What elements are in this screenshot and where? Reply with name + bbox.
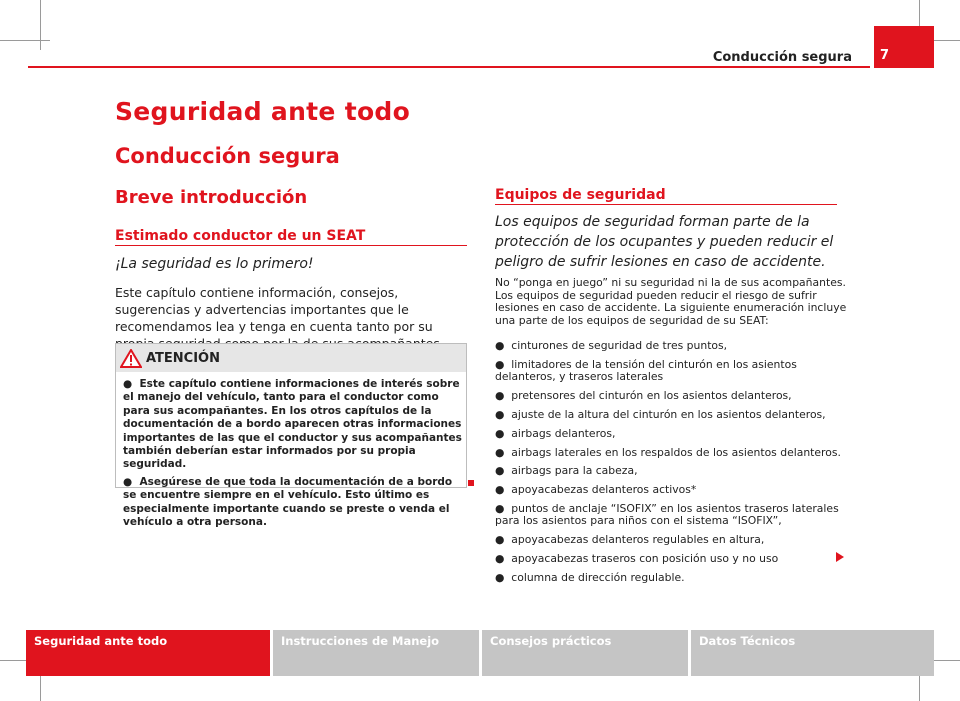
list-item (495, 465, 847, 478)
right-paragraph: No “ponga en juego” ni su seguridad ni la de sus acompañantes. Los equipos de seguridad pueden reducir el riesgo de sufrir lesiones en caso de accidente. La siguiente enumeración incluye una parte de los equipos de seguridad de su SEAT: (495, 276, 847, 327)
crop-mark (0, 40, 50, 41)
bullet-icon: ● (495, 389, 512, 403)
list-item-text: apoyacabezas traseros con posición uso y no uso (511, 552, 779, 565)
warning-list (123, 378, 463, 533)
list-item (495, 553, 847, 566)
bullet-icon: ● (123, 475, 140, 488)
bullet-icon: ● (495, 483, 512, 497)
warning-box (115, 343, 467, 529)
list-item (495, 534, 847, 547)
section-end-marker (468, 480, 474, 486)
bullet-icon: ● (495, 533, 512, 547)
crop-mark (40, 0, 41, 50)
tab-seguridad-ante-todo[interactable]: Seguridad ante todo (26, 630, 270, 676)
list-item (495, 503, 847, 528)
right-heading: Equipos de seguridad (495, 187, 666, 203)
topic-heading: Estimado conductor de un SEAT (115, 228, 366, 244)
list-item-text: puntos de anclaje “ISOFIX” en los asientos traseros laterales para los asientos para niños con el sistema “ISOFIX”, (495, 501, 839, 528)
topic-rule (115, 245, 467, 246)
bullet-icon: ● (495, 501, 512, 515)
intro-tagline: ¡La seguridad es lo primero! (115, 256, 314, 272)
bullet-icon: ● (495, 407, 512, 421)
list-item-text: pretensores del cinturón en los asientos delanteros, (511, 389, 792, 403)
bullet-icon: ● (495, 570, 512, 584)
intro-paragraph: Este capítulo contiene información, consejos, sugerencias y advertencias importantes que le recomendamos lea y tenga en cuenta tanto por su (115, 285, 433, 334)
bullet-icon: ● (495, 464, 512, 478)
warning-item (123, 476, 463, 530)
list-item-text: apoyacabezas delanteros regulables en altura, (511, 533, 765, 547)
list-item (495, 409, 847, 422)
list-item (495, 572, 847, 585)
warning-item-text: Asegúrese de que toda la documentación de a bordo se encuentre siempre en el vehículo. Esto último es especialmente importante cuando se preste o venda el vehículo a otra persona. (123, 475, 453, 529)
list-item-text: airbags para la cabeza, (511, 464, 638, 478)
bullet-icon: ● (495, 552, 512, 565)
warning-item-text: Este capítulo contiene informaciones de interés sobre el manejo del vehículo, tanto para el conductor como para sus acompañantes. En los otros capítulos de la documentación de a bordo aparecen otras informaciones importantes de las que el conductor y sus acompañantes también deberían estar informados por su propia seguridad. (123, 378, 462, 471)
list-item (495, 428, 847, 441)
warning-header (116, 344, 466, 372)
section-title: Conducción segura (115, 144, 340, 168)
chapter-title: Seguridad ante todo (115, 97, 411, 126)
list-item-text: airbags laterales en los respaldos de los asientos delanteros. (511, 445, 841, 459)
bullet-icon: ● (123, 378, 140, 390)
header-rule (28, 66, 870, 68)
tab-consejos-practicos[interactable]: Consejos prácticos (482, 630, 688, 676)
list-item (495, 484, 847, 497)
tab-datos-tecnicos[interactable]: Datos Técnicos (691, 630, 934, 676)
list-item-text: apoyacabezas delanteros activos* (511, 483, 697, 497)
bullet-icon: ● (495, 357, 512, 371)
warning-triangle-icon (120, 349, 142, 368)
warning-item (123, 378, 463, 472)
warning-title: ATENCIÓN (146, 351, 220, 366)
equipment-list (495, 340, 847, 591)
subsection-title: Breve introducción (115, 187, 308, 208)
running-header-title: Conducción segura (712, 50, 852, 65)
right-heading-rule (495, 204, 837, 205)
continue-arrow-icon[interactable] (836, 552, 844, 562)
page-number: 7 (874, 26, 934, 68)
list-item (495, 359, 847, 384)
list-item (495, 390, 847, 403)
right-lead: Los equipos de seguridad forman parte de la protección de los ocupantes y pueden reducir el peligro de sufrir lesiones en caso de accidente. (495, 214, 834, 270)
bullet-icon: ● (495, 445, 512, 459)
tab-instrucciones-de-manejo[interactable]: Instrucciones de Manejo (273, 630, 479, 676)
list-item-text: columna de dirección regulable. (511, 570, 685, 584)
list-item (495, 447, 847, 460)
list-item-text: limitadores de la tensión del cinturón en los asientos delanteros, y traseros laterales (495, 357, 797, 384)
bullet-icon: ● (495, 339, 512, 352)
bullet-icon: ● (495, 426, 512, 440)
list-item-text: cinturones de seguridad de tres puntos, (511, 339, 728, 352)
list-item-text: ajuste de la altura del cinturón en los asientos delanteros, (511, 407, 826, 421)
list-item (495, 340, 847, 353)
list-item-text: airbags delanteros, (511, 426, 616, 440)
